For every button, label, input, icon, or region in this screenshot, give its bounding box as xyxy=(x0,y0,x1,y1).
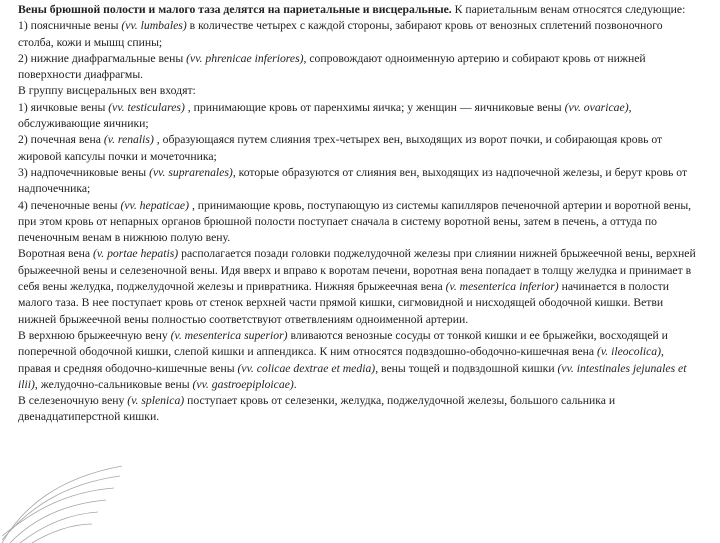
text-run: Воротная вена xyxy=(18,247,94,261)
paragraph xyxy=(18,51,700,84)
text-run: В группу висцеральных вен входят: xyxy=(18,84,196,98)
text-run: 1) поясничные вены xyxy=(18,19,122,33)
text-run: поступает кровь от селезенки, желудка, поджелудочной железы, большого сальника и двенадцатиперстной кишки. xyxy=(18,394,616,424)
text-run: , образующаяся путем слияния трех-четырех вен, выходящих из ворот почки, и собирающая кровь от жировой капсулы почки и мочеточника; xyxy=(18,133,663,163)
text-run: , которые образуются от слияния вен, выходящих из надпочечной железы, и берут кровь от надпочечника; xyxy=(18,165,688,196)
paragraph xyxy=(18,83,700,99)
text-run: , правая и средняя ободочно-кишечные вены xyxy=(18,345,664,375)
latin-term: (vv. lumbales) xyxy=(121,19,187,33)
text-run: 2) нижние диафрагмальные вены xyxy=(18,51,187,65)
paragraph xyxy=(18,165,700,198)
body-text xyxy=(18,2,700,426)
paragraph xyxy=(18,2,700,18)
paragraph xyxy=(18,18,700,51)
latin-term: (v. mesenterica superior) xyxy=(170,328,288,342)
text-run: , желудочно-сальниковые вены xyxy=(34,377,193,391)
text-run: В верхнюю брыжеечную вену xyxy=(18,328,171,342)
text-run: , принимающие кровь, поступающую из системы капилляров печеночной артерии и воротной вены, при этом кровь от непарных органов брюшной полости поступает сначала в систему воротной вены, затем в печень, а оттуда по печеночным венам в нижнюю полую вену. xyxy=(18,198,692,245)
latin-term: (v. portae hepatis) xyxy=(93,247,179,261)
latin-term: (vv. suprarenales) xyxy=(149,165,233,179)
paragraph xyxy=(18,198,700,247)
text-run: 2) почечная вена xyxy=(18,133,104,147)
decorative-swirl-graphic xyxy=(2,448,122,543)
text-run: , обслуживающие яичники; xyxy=(18,100,632,131)
latin-term: (vv. intestinales jejunales et ilii) xyxy=(18,361,687,391)
latin-term: (vv. phrenicae inferiores) xyxy=(186,51,304,65)
text-run: К париетальным венам относятся следующие: xyxy=(451,3,686,16)
latin-term: (v. renalis) xyxy=(103,133,154,147)
heading-text: Вены брюшной полости и малого таза делятся на париетальные и висцеральные. xyxy=(18,3,452,16)
latin-term: (vv. hepaticae) xyxy=(120,198,190,212)
latin-term: (vv. testiculares) xyxy=(108,100,185,114)
latin-term: (vv. colicae dextrae et media) xyxy=(237,361,376,375)
text-run: начинается в полости малого таза. В нее поступает кровь от стенок верхней части прямой кишки, сигмовидной и нисходящей ободочной кишки. Ветви нижней брыжеечной вены полностью соответствуют ответвлениям одноименной артерии. xyxy=(18,280,669,326)
latin-term: (v. mesenterica inferior) xyxy=(445,280,559,294)
latin-term: (vv. ovaricae) xyxy=(564,100,629,114)
latin-term: (v. splenica) xyxy=(127,394,185,408)
paragraph xyxy=(18,100,700,133)
text-run: располагается позади головки поджелудочной железы при слиянии нижней брыжеечной вены, верхней брыжеечной вены и селезеночной вены. Идя вверх и вправо к воротам печени, воротная вена попадает в толщу желудка и принимает в себя вены желудка, поджелудочной железы и привратника. Нижняя брыжеечная вена xyxy=(18,247,696,294)
text-run: 3) надпочечниковые вены xyxy=(18,165,150,179)
paragraph xyxy=(18,246,700,327)
text-run: 1) яичковые вены xyxy=(18,100,109,114)
latin-term: (vv. gastroepiploicae) xyxy=(192,377,294,391)
text-run: В селезеночную вену xyxy=(18,394,128,408)
text-run: . xyxy=(293,377,297,391)
paragraph xyxy=(18,328,700,393)
text-run: , вены тощей и подвздошной кишки xyxy=(375,361,558,375)
paragraph xyxy=(18,393,700,426)
text-run: , принимающие кровь от паренхимы яичка; у женщин — яичниковые вены xyxy=(184,100,565,114)
text-run: вливаются венозные сосуды от тонкой кишки и ее брыжейки, восходящей и поперечной ободочной кишки, слепой кишки и аппендикса. К ним относятся подвздошно-ободочно-кишечная вена xyxy=(18,328,668,359)
text-run: 4) печеночные вены xyxy=(18,198,121,212)
text-run: в количестве четырех с каждой стороны, забирают кровь от венозных сплетений позвоночного столба, кожи и мышц спины; xyxy=(18,19,663,49)
text-run: , сопровождают одноименную артерию и собирают кровь от нижней поверхности диафрагмы. xyxy=(18,51,646,82)
latin-term: (v. ileocolica) xyxy=(597,345,662,359)
paragraph xyxy=(18,132,700,165)
